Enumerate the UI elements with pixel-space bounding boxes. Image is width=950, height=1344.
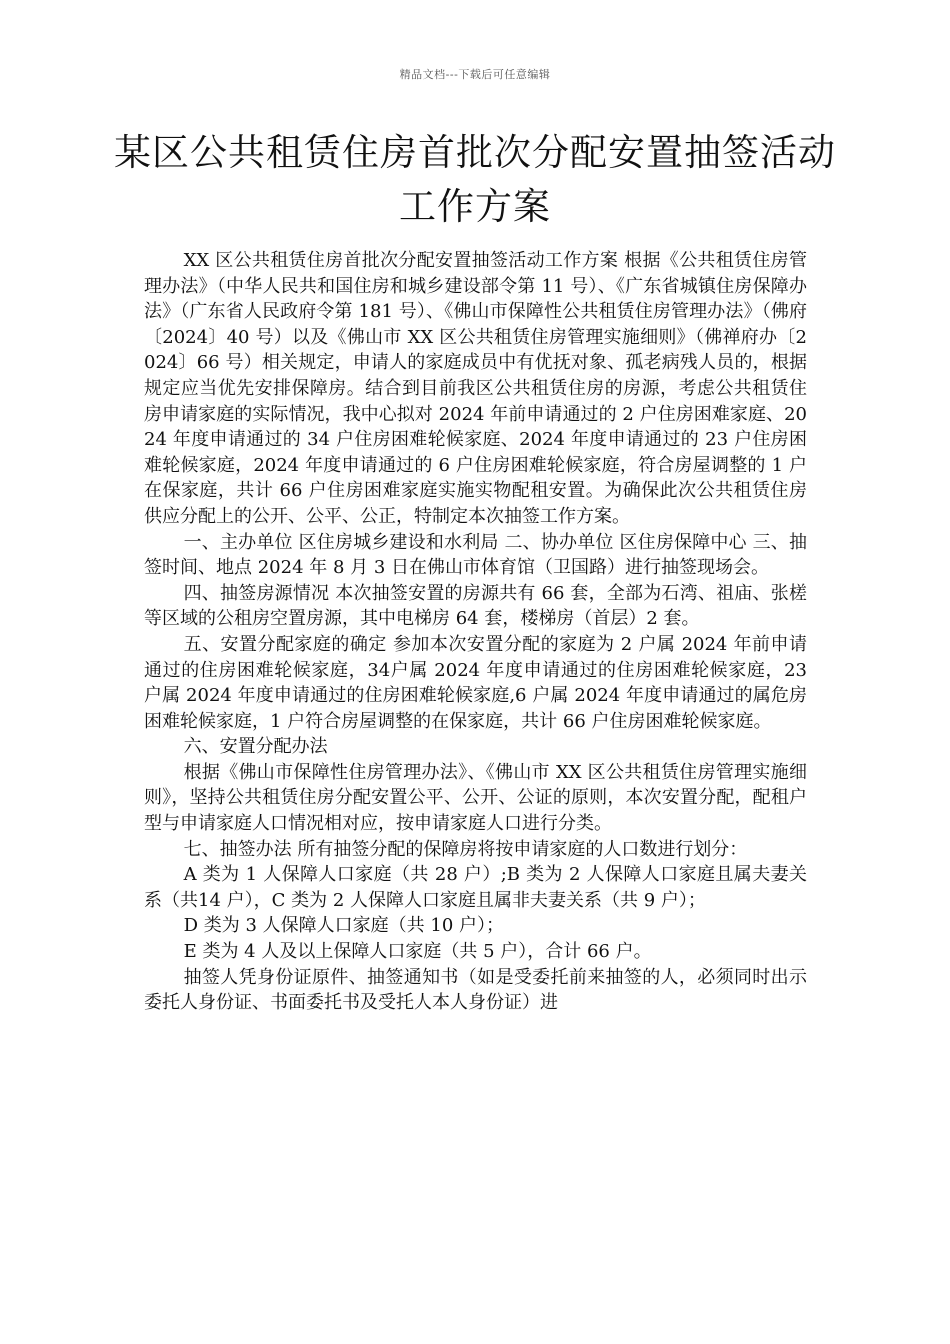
paragraph-organizers: 一、主办单位 区住房城乡建设和水利局 二、协办单位 区住房保障中心 三、抽签时间、地点 2024 年 8 月 3 日在佛山市体育馆（卫国路）进行抽签现场会。	[144, 531, 807, 579]
paragraph-category-a-c: A 类为 1 人保障人口家庭（共 28 户）;B 类为 2 人保障人口家庭且属夫妻关系（共14 户），C 类为 2 人保障人口家庭且属非夫妻关系（共 9 户）；	[144, 864, 807, 911]
paragraph-intro: XX 区公共租赁住房首批次分配安置抽签活动工作方案 根据《公共租赁住房管理办法》（中华人民共和国住房和城乡建设部令第 11 号）、《广东省城镇住房保障办法》（广东省人民政府令第 181 号）、《佛山市保障性公共租赁住房管理办法》（佛府〔2024〕40 号）以及《佛山市 XX 区公共租赁住房管理实施细则》（佛禅府办〔2024〕66 号）相关规定，申请人的家庭成员中有优抚对象、孤老病残人员的，根据规定应当优先安排保障房。结合到目前我区公共租赁住房的房源，考虑公共租赁住房申请家庭的实际情况，我中心拟对 2024 年前申请通过的 2 户住房困难家庭、2024 年度申请通过的 34 户住房困难轮候家庭、2024 年度申请通过的 23 户住房困难轮候家庭，2024 年度申请通过的 6 户住房困难轮候家庭，符合房屋调整的 1 户在保家庭，共计 66 户住房困难家庭实施实物配租安置。为确保此次公共租赁住房供应分配上的公开、公平、公正，特制定本次抽签工作方案。	[144, 250, 807, 527]
document-body	[144, 248, 807, 1016]
header-note: 精品文档---下载后可任意编辑	[399, 68, 551, 81]
paragraph-id-requirements: 抽签人凭身份证原件、抽签通知书（如是受委托前来抽签的人，必须同时出示委托人身份证、书面委托书及受托人本人身份证）进	[144, 966, 807, 1014]
document-title: 某区公共租赁住房首批次分配安置抽签活动工作方案	[114, 131, 836, 228]
paragraph-housing-sources: 四、抽签房源情况 本次抽签安置的房源共有 66 套，全部为石湾、祖庙、张槎等区域的公租房空置房源，其中电梯房 64 套，楼梯房（首层）2 套。	[144, 582, 807, 630]
paragraph-lottery-method: 七、抽签办法 所有抽签分配的保障房将按申请家庭的人口数进行划分：	[183, 838, 748, 860]
paragraph-allocation-method: 根据《佛山市保障性住房管理办法》、《佛山市 XX 区公共租赁住房管理实施细则》，坚持公共租赁住房分配安置公平、公开、公证的原则，本次安置分配，配租户型与申请家庭人口情况相对应，按申请家庭人口进行分类。	[144, 761, 807, 835]
paragraph-allocation-heading: 六、安置分配办法	[183, 736, 328, 758]
paragraph-category-d: D 类为 3 人保障人口家庭（共 10 户）；	[183, 915, 504, 937]
paragraph-family-confirmation: 五、安置分配家庭的确定 参加本次安置分配的家庭为 2 户属 2024 年前申请通过的住房困难轮候家庭，34户属 2024 年度申请通过的住房困难轮候家庭，23 户属 2024 年度申请通过的住房困难轮候家庭,6 户属 2024 年度申请通过的属危房困难轮候家庭，1 户符合房屋调整的在保家庭，共计 66 户住房困难轮候家庭。	[144, 633, 807, 732]
paragraph-category-e: E 类为 4 人及以上保障人口家庭（共 5 户），合计 66 户。	[183, 941, 652, 963]
